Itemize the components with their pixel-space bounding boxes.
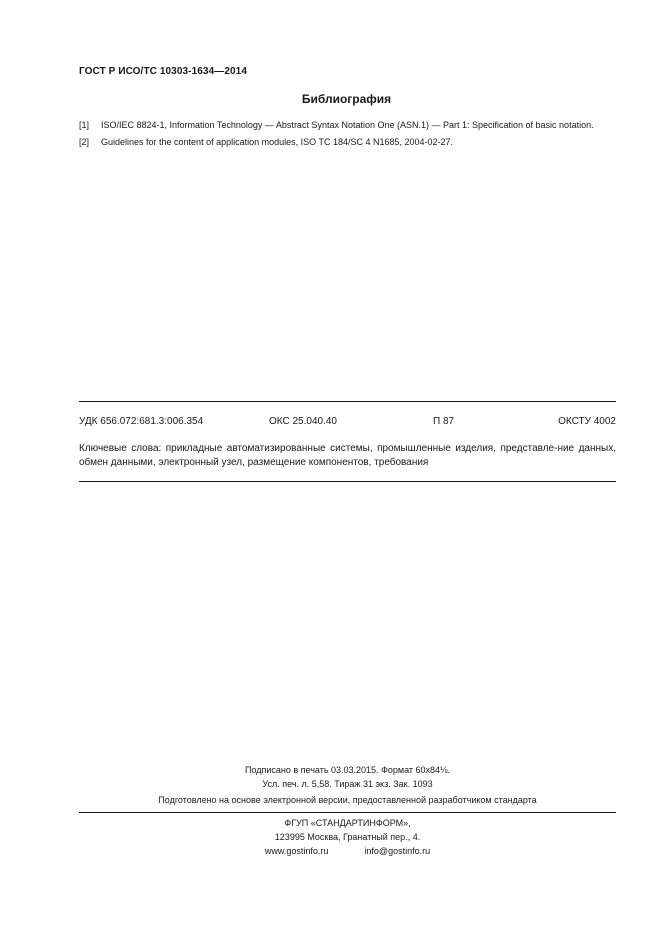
publisher-address: 123995 Москва, Гранатный пер., 4. bbox=[274, 832, 421, 842]
divider-bottom bbox=[79, 812, 616, 813]
publisher-email-link[interactable]: info@gostinfo.ru bbox=[364, 846, 431, 856]
publisher-contacts bbox=[34, 844, 661, 858]
udk-code: УДК 656.072:681.3:006.354 bbox=[79, 416, 204, 427]
oks-code: ОКС 25.040.40 bbox=[269, 416, 337, 427]
bibliography-entry-text: ISO/IEC 8824-1, Information Technology — Abstract Syntax Notation One (ASN.1) — Part 1: Specification of basic notation. bbox=[101, 120, 594, 130]
divider-middle bbox=[79, 481, 616, 482]
bibliography-entry-number: [2] bbox=[79, 137, 90, 147]
divider-top bbox=[79, 401, 616, 402]
bibliography-title: Библиография bbox=[301, 92, 392, 106]
bibliography-entry-text: Guidelines for the content of application modules, ISO TC 184/SC 4 N1685, 2004-02-27. bbox=[101, 137, 454, 147]
imprint-block bbox=[0, 763, 661, 791]
okstu-code: ОКСТУ 4002 bbox=[558, 416, 616, 427]
bibliography-entry-number: [1] bbox=[79, 120, 90, 130]
imprint-signed: Подписано в печать 03.03.2015. Формат 60х84⅛. bbox=[244, 765, 451, 775]
imprint-prepared: Подготовлено на основе электронной версии, предоставленной разработчиком стандарта bbox=[158, 795, 537, 805]
imprint-print-info: Усл. печ. л. 5,58. Тираж 31 экз. Зак. 1093 bbox=[262, 779, 433, 789]
bibliography-list bbox=[79, 119, 616, 153]
p-code: П 87 bbox=[433, 416, 455, 427]
keywords: Ключевые слова: прикладные автоматизированные системы, промышленные изделия, представле-ние данных, обмен данными, электронный узел, размещение компонентов, требования bbox=[79, 443, 616, 468]
publisher-website-link[interactable]: www.gostinfo.ru bbox=[264, 846, 329, 856]
standard-code: ГОСТ Р ИСО/ТС 10303-1634—2014 bbox=[79, 66, 247, 77]
bibliography-entry bbox=[79, 136, 616, 148]
bibliography-entry bbox=[79, 119, 616, 131]
publisher-block bbox=[0, 816, 661, 858]
publisher-name: ФГУП «СТАНДАРТИНФОРМ», bbox=[284, 818, 411, 828]
